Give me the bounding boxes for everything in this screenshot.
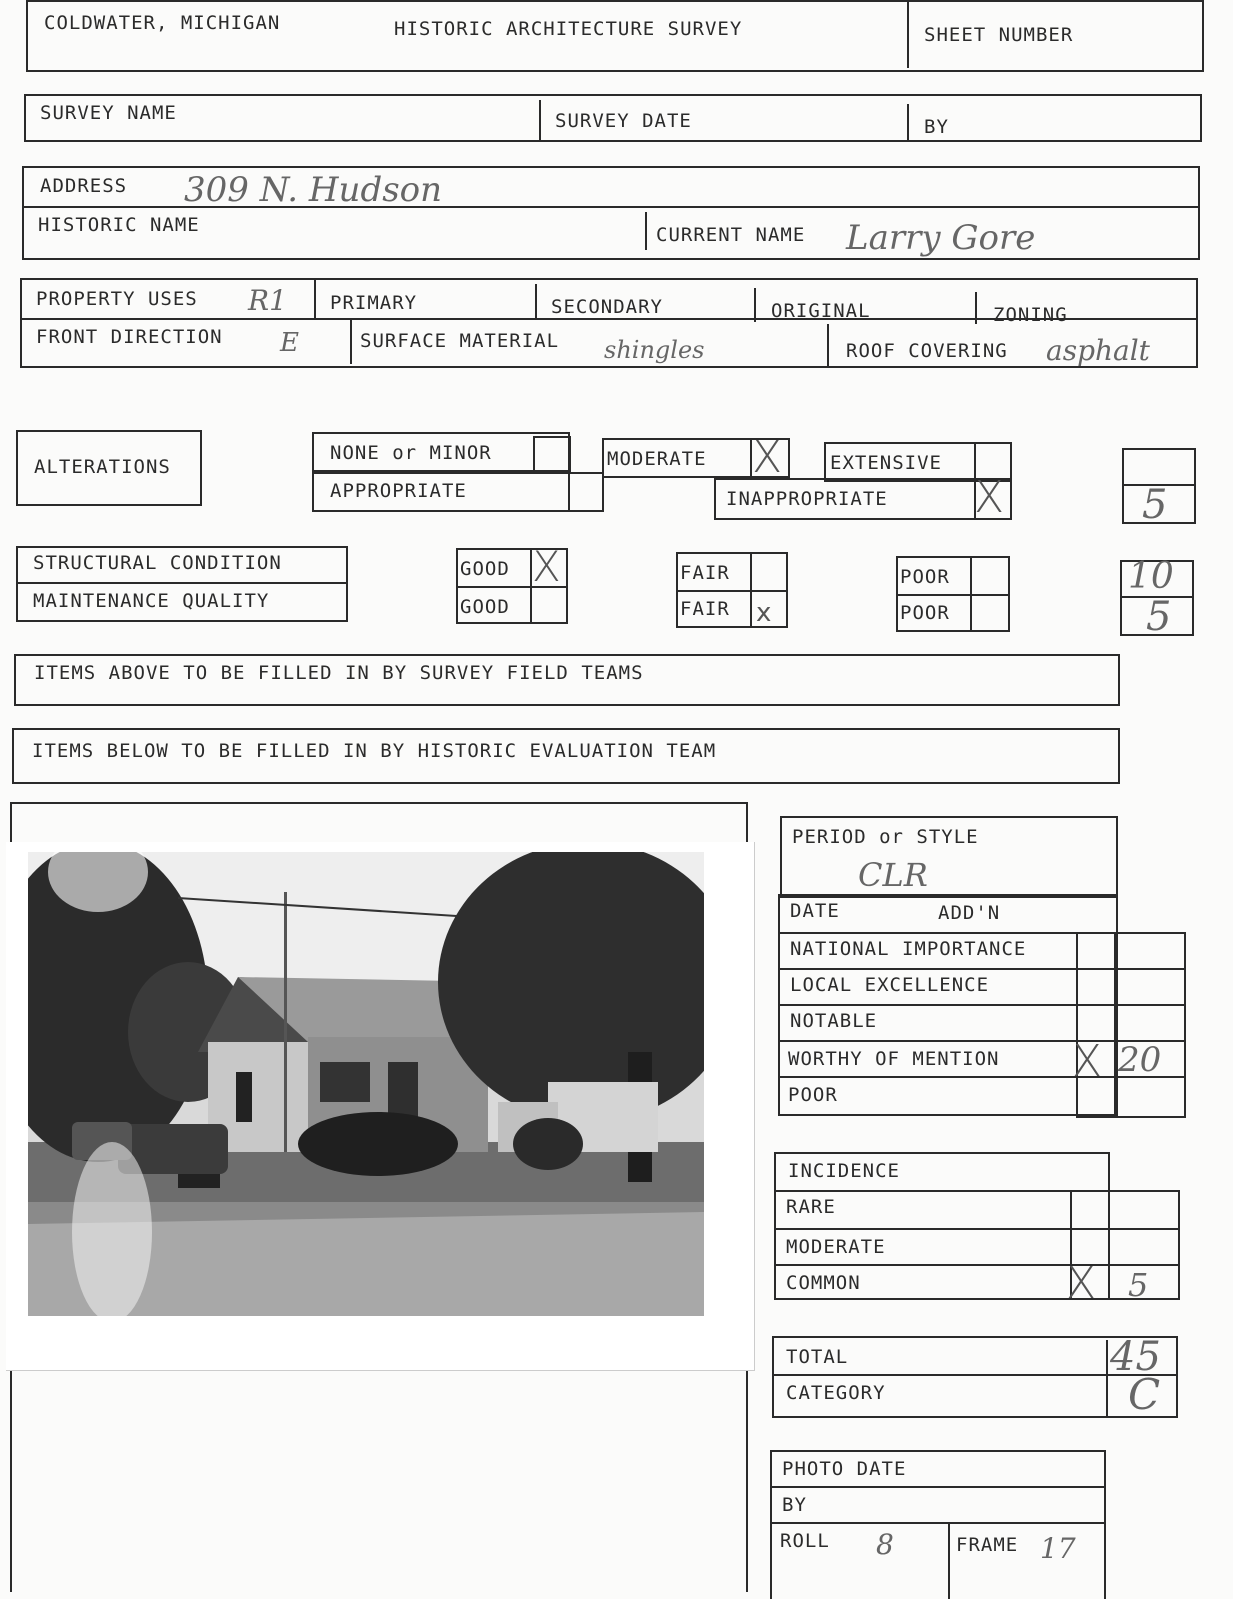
national-importance-label: NATIONAL IMPORTANCE xyxy=(790,938,1027,960)
uses-col-2 xyxy=(535,284,537,320)
total-value: 45 xyxy=(1110,1334,1161,1380)
header-divider xyxy=(907,2,909,68)
roof-covering-value: asphalt xyxy=(1046,334,1150,367)
city-label: COLDWATER, MICHIGAN xyxy=(44,12,281,34)
structural-good-label: GOOD xyxy=(460,558,510,580)
photo-row-2 xyxy=(770,1522,1106,1524)
structural-score: 10 xyxy=(1128,556,1174,597)
eval-poor-label: POOR xyxy=(788,1084,838,1106)
category-label: CATEGORY xyxy=(786,1382,886,1404)
worthy-of-mention-label: WORTHY OF MENTION xyxy=(788,1048,1000,1070)
uses-col-1 xyxy=(314,280,316,318)
appropriate-check xyxy=(568,472,604,512)
inappropriate-check-mark: X xyxy=(974,472,1005,523)
fair-col xyxy=(750,552,752,628)
none-minor-label: NONE or MINOR xyxy=(330,442,492,464)
rare-label: RARE xyxy=(786,1196,836,1218)
inc-row-2 xyxy=(774,1228,1180,1230)
category-value: C xyxy=(1128,1370,1161,1419)
survey-by-label: BY xyxy=(924,116,949,138)
house-photo xyxy=(28,852,704,1316)
common-mark: X xyxy=(1066,1258,1097,1309)
survey-divider-1 xyxy=(539,100,541,140)
photo-col xyxy=(948,1524,950,1599)
photo-date-label: PHOTO DATE xyxy=(782,1458,907,1480)
sheet-number-label: SHEET NUMBER xyxy=(924,24,1074,46)
alterations-score: 5 xyxy=(1142,482,1168,528)
photo-row-1 xyxy=(770,1486,1106,1488)
uses-col-3 xyxy=(754,288,756,322)
incidence-label: INCIDENCE xyxy=(788,1160,900,1182)
addn-label: ADD'N xyxy=(938,902,1001,924)
surface-material-label: SURFACE MATERIAL xyxy=(360,330,560,352)
property-uses-label: PROPERTY USES xyxy=(36,288,198,310)
uses-col-5 xyxy=(350,320,352,364)
maintenance-good-label: GOOD xyxy=(460,596,510,618)
maintenance-fair-label: FAIR xyxy=(680,598,730,620)
date-label: DATE xyxy=(790,900,840,922)
alterations-label: ALTERATIONS xyxy=(34,456,171,478)
structural-fair-label: FAIR xyxy=(680,562,730,584)
poor-divider xyxy=(896,594,1010,596)
primary-label: PRIMARY xyxy=(330,292,418,314)
photo-by-label: BY xyxy=(782,1494,807,1516)
roll-value: 8 xyxy=(876,1528,894,1561)
condition-label-divider xyxy=(16,582,348,584)
structural-poor-label: POOR xyxy=(900,566,950,588)
frame-label: FRAME xyxy=(956,1534,1019,1556)
eval-col-divider xyxy=(1114,932,1116,1118)
appropriate-label: APPROPRIATE xyxy=(330,480,467,502)
above-note: ITEMS ABOVE TO BE FILLED IN BY SURVEY FIELD TEAMS xyxy=(34,662,644,684)
surface-material-value: shingles xyxy=(604,336,705,364)
roof-covering-label: ROOF COVERING xyxy=(846,340,1008,362)
below-note: ITEMS BELOW TO BE FILLED IN BY HISTORIC EVALUATION TEAM xyxy=(32,740,717,762)
worthy-score: 20 xyxy=(1118,1040,1162,1080)
totals-col xyxy=(1106,1340,1108,1418)
notable-label: NOTABLE xyxy=(790,1010,878,1032)
zoning-label: ZONING xyxy=(993,304,1068,326)
worthy-mark: X xyxy=(1072,1036,1103,1087)
uses-col-4 xyxy=(975,292,977,324)
moderate-check-mark: X xyxy=(752,432,783,483)
poor-col xyxy=(970,556,972,632)
front-direction-value: E xyxy=(280,328,299,358)
inc-row-1 xyxy=(774,1190,1180,1192)
inc-col-divider xyxy=(1108,1190,1110,1300)
maintenance-poor-label: POOR xyxy=(900,602,950,624)
survey-date-label: SURVEY DATE xyxy=(555,110,692,132)
eval-row-1 xyxy=(778,932,1186,934)
period-label: PERIOD or STYLE xyxy=(792,826,979,848)
address-value: 309 N. Hudson xyxy=(184,170,443,210)
fair-divider xyxy=(676,590,788,592)
property-uses-value: R1 xyxy=(248,284,287,317)
moderate-label: MODERATE xyxy=(607,448,707,470)
inc-row-3 xyxy=(774,1264,1180,1266)
historic-name-label: HISTORIC NAME xyxy=(38,214,200,236)
common-score: 5 xyxy=(1128,1266,1149,1304)
structural-condition-label: STRUCTURAL CONDITION xyxy=(33,552,282,574)
roll-label: ROLL xyxy=(780,1530,830,1552)
eval-row-3 xyxy=(778,1004,1186,1006)
extensive-label: EXTENSIVE xyxy=(830,452,942,474)
current-name-value: Larry Gore xyxy=(846,218,1036,258)
survey-title: HISTORIC ARCHITECTURE SURVEY xyxy=(394,18,743,40)
front-direction-label: FRONT DIRECTION xyxy=(36,326,223,348)
local-excellence-label: LOCAL EXCELLENCE xyxy=(790,974,990,996)
total-label: TOTAL xyxy=(786,1346,849,1368)
maintenance-fair-mark: x xyxy=(756,598,772,628)
evaluation-score-col xyxy=(1076,932,1186,1118)
common-label: COMMON xyxy=(786,1272,861,1294)
period-value: CLR xyxy=(858,856,928,894)
maintenance-quality-label: MAINTENANCE QUALITY xyxy=(33,590,270,612)
frame-value: 17 xyxy=(1040,1532,1076,1565)
address-label: ADDRESS xyxy=(40,175,128,197)
secondary-label: SECONDARY xyxy=(551,296,663,318)
none-minor-check xyxy=(533,436,571,472)
current-name-label: CURRENT NAME xyxy=(656,224,806,246)
survey-divider-2 xyxy=(907,104,909,142)
maintenance-score: 5 xyxy=(1146,594,1172,640)
survey-name-label: SURVEY NAME xyxy=(40,102,177,124)
eval-row-2 xyxy=(778,968,1186,970)
uses-col-6 xyxy=(827,324,829,368)
inappropriate-label: INAPPROPRIATE xyxy=(726,488,888,510)
incidence-moderate-label: MODERATE xyxy=(786,1236,886,1258)
structural-good-mark: X xyxy=(532,542,561,591)
current-name-divider xyxy=(645,212,647,250)
original-label: ORIGINAL xyxy=(771,300,871,322)
